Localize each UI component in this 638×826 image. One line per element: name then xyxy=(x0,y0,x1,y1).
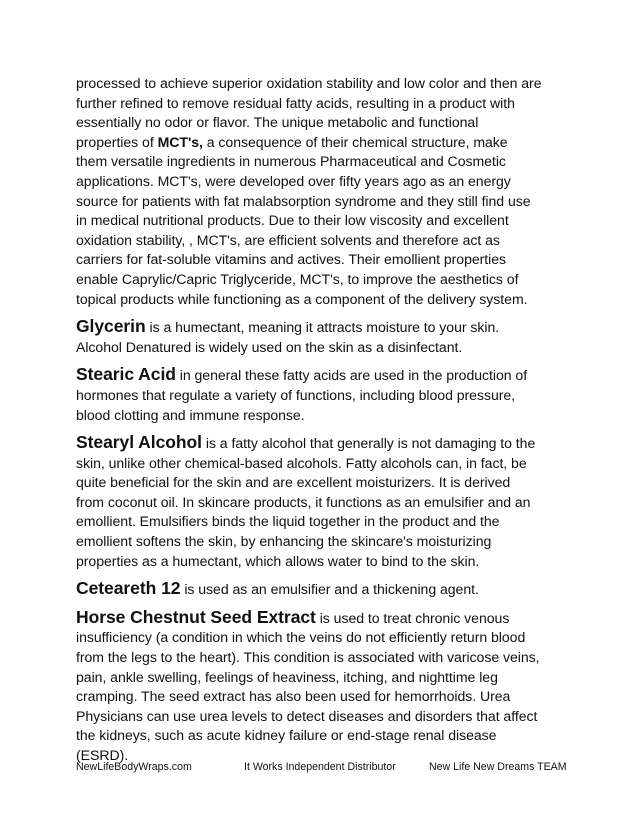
text-line: Alcohol Denatured is widely used on the skin as a disinfectant. xyxy=(76,338,463,355)
footer-team: New Life New Dreams TEAM xyxy=(429,761,567,773)
text-line xyxy=(76,608,566,629)
text-line: the kidneys, such as acute kidney failure or end-stage renal disease xyxy=(76,727,497,744)
text-line: processed to achieve superior oxidation stability and low color and then are xyxy=(76,75,542,91)
text-line xyxy=(76,579,566,600)
text-fragment: is a fatty alcohol that generally is not damaging to the xyxy=(202,435,536,452)
text-fragment: is used as an emulsifier and a thickening agent. xyxy=(180,581,479,598)
text-fragment: properties of xyxy=(76,133,158,150)
text-line: in medical nutritional products. Due to their low viscosity and excellent xyxy=(76,212,509,229)
text-fragment: is used to treat chronic venous xyxy=(315,609,510,626)
text-line xyxy=(76,433,566,454)
ceteareth-paragraph xyxy=(76,579,566,600)
text-line: essentially no odor or flavor. The unique metabolic and functional xyxy=(76,114,479,131)
text-line: them versatile ingredients in numerous Pharmaceutical and Cosmetic xyxy=(76,153,506,170)
text-line: enable Caprylic/Capric Triglyceride, MCT's, to improve the aesthetics of xyxy=(76,270,519,287)
text-line: insufficiency (a condition in which the veins do not efficiently return blood xyxy=(76,629,526,646)
text-line: oxidation stability, , MCT's, are efficient solvents and therefore act as xyxy=(76,231,500,248)
text-line: pain, ankle swelling, feelings of heaviness, itching, and nighttime leg xyxy=(76,668,498,685)
text-line: emollient softens the skin, by enhancing the skincare's moisturizing xyxy=(76,533,492,550)
text-line: hormones that regulate a variety of functions, including blood pressure, xyxy=(76,386,516,403)
ingredient-term-glycerin: Glycerin xyxy=(76,316,146,337)
text-line: emollient. Emulsifiers binds the liquid together in the product and the xyxy=(76,513,500,530)
ingredient-term-stearyl-alcohol: Stearyl Alcohol xyxy=(76,432,202,453)
footer-distributor: It Works Independent Distributor xyxy=(244,761,396,773)
ingredient-term-horse-chestnut: Horse Chestnut Seed Extract xyxy=(76,606,316,627)
text-line: blood clotting and immune response. xyxy=(76,406,305,423)
text-line xyxy=(76,317,566,338)
text-line xyxy=(76,133,566,153)
text-line: from coconut oil. In skincare products, it functions as an emulsifier and an xyxy=(76,493,531,510)
mct-bold-term: MCT's, xyxy=(157,133,203,150)
text-line: cramping. The seed extract has also been used for hemorrhoids. Urea xyxy=(76,688,511,705)
text-line: Physicians can use urea levels to detect diseases and disorders that affect xyxy=(76,707,538,724)
footer-website: NewLifeBodyWraps.com xyxy=(76,761,192,773)
ingredient-term-ceteareth: Ceteareth 12 xyxy=(76,578,181,599)
text-line: (ESRD). xyxy=(76,747,129,763)
text-line: skin, unlike other chemical-based alcohols. Fatty alcohols can, in fact, be xyxy=(76,454,527,471)
text-line: source for patients with fat malabsorption syndrome and they still find use xyxy=(76,192,531,209)
horse-chestnut-paragraph xyxy=(76,608,566,766)
stearyl-alcohol-paragraph xyxy=(76,433,566,571)
text-line: applications. MCT's, were developed over fifty years ago as an energy xyxy=(76,172,511,189)
text-line: further refined to remove residual fatty acids, resulting in a product with xyxy=(76,94,515,111)
text-line: quite beneficial for the skin and are excellent moisturizers. It is derived xyxy=(76,474,511,491)
text-fragment: in general these fatty acids are used in the production of xyxy=(175,367,528,384)
text-fragment: a consequence of their chemical structure, make xyxy=(202,133,508,150)
intro-paragraph xyxy=(76,74,566,309)
text-line: from the legs to the heart). This condition is associated with varicose veins, xyxy=(76,649,540,666)
text-fragment: is a humectant, meaning it attracts moisture to your skin. xyxy=(145,319,500,336)
page-content xyxy=(76,74,566,774)
stearic-acid-paragraph xyxy=(76,365,566,425)
ingredient-term-stearic-acid: Stearic Acid xyxy=(76,364,176,385)
text-line: topical products while functioning as a component of the delivery system. xyxy=(76,290,528,307)
text-line xyxy=(76,365,566,386)
text-line: carriers for fat-soluble vitamins and actives. Their emollient properties xyxy=(76,251,507,268)
text-line: properties as a humectant, which allows water to bind to the skin. xyxy=(76,552,480,569)
glycerin-paragraph xyxy=(76,317,566,357)
